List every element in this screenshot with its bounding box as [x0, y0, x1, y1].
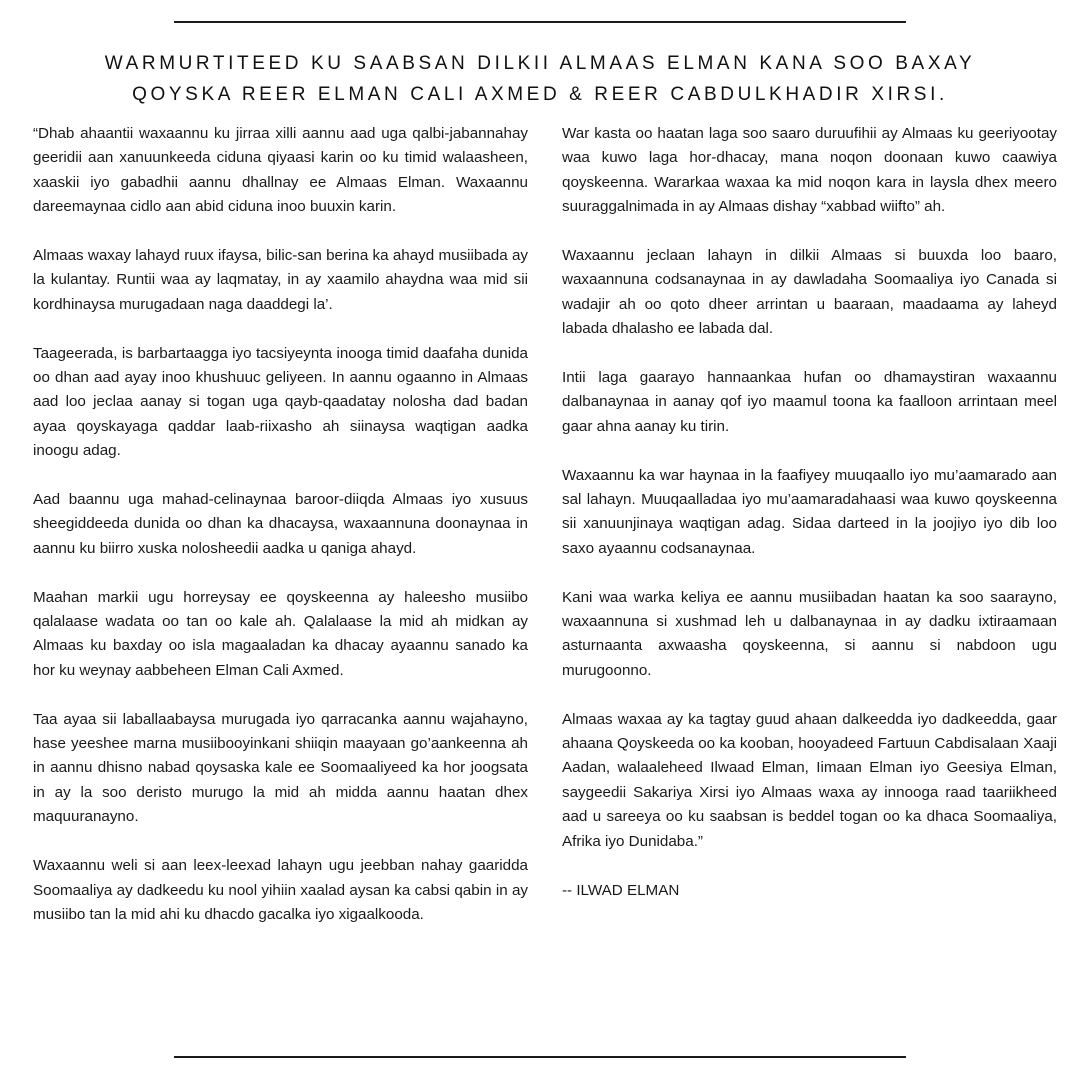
paragraph: Taa ayaa sii laballaabaysa murugada iyo qarracanka aannu wajahayno, hase yeeshee marna musiibooyinkani shiiqin maayaan go’aankeenna ah in aannu dhisno nabad qoysaska kale ee Soomaaliyeed ka hor joogsata in ay la soo deristo murugo la mid ah midda aannu haatan dhex maquuranayno.	[33, 710, 528, 826]
paragraph: Taageerada, is barbartaagga iyo tacsiyeynta inooga timid daafaha dunida oo dhan aad ayay inoo khushuuc geliyeen. In aannu ogaanno in Almaas aad loo jeclaa aanay si togan uga qayb-qaadatay nolosha dad badan ayaa qoyskayaga qaddar laab-riixasho ah siinaysa waqtigan aadka inoogu adag.	[33, 344, 528, 460]
paragraph: Kani waa warka keliya ee aannu musiibadan haatan ka soo saarayno, waxaannuna si xushmad leh u dalbanaynaa in ay dadku ixtiraamaan asturnaanta axwaasha qoyskeenna, si aannu si nabdoon ugu murugoonno.	[562, 588, 1057, 679]
paragraph: Waxaannu ka war haynaa in la faafiyey muuqaallo iyo mu’aamarado aan sal lahayn. Muuqaalladaa iyo mu’aamaradahaasi waa kuwo qoyskeenna sii xanuunjinaya waqtigan adag. Sidaa darteed in la joojiyo iyo dib loo saxo ayaannu codsanaynaa.	[562, 466, 1057, 557]
bottom-divider	[174, 1056, 906, 1058]
paragraph: Intii laga gaarayo hannaankaa hufan oo dhamaystiran waxaannu dalbanaynaa in aanay qof iyo maamul toona ka faalloon arrintaan meel gaar ahna aanay ku tirin.	[562, 369, 1057, 435]
signature: -- ILWAD ELMAN	[562, 881, 680, 899]
paragraph: Almaas waxay lahayd ruux ifaysa, bilic-san berina ka ahayd musiibada ay la kulantay. Runtii waa ay laqmatay, in ay xaamilo ahaydna waa mid sii kordhinaysa murugadaan naga daaddegi la’.	[33, 247, 528, 313]
paragraph: Waxaannu jeclaan lahayn in dilkii Almaas si buuxda loo baaro, waxaannuna codsanaynaa in ay dawladaha Soomaaliya iyo Canada si wadajir ah oo qoto dheer arrintan u baaraan, maadaama ay laheyd labada dhalasho ee labada dal.	[562, 247, 1057, 338]
paragraph: Almaas waxaa ay ka tagtay guud ahaan dalkeedda iyo dadkeedda, gaar ahaana Qoyskeeda oo ka kooban, hooyadeed Fartuun Cabdisalaan Xaaji Aadan, walaaleheed Ilwaad Elman, Iimaan Elman iyo Geesiya Elman, saygeedii Sakariya Xirsi iyo Almaas waxa ay innooga raad taariikheed aad u sareeya oo ku saabsan is beddel togan oo ka dhaca Soomaaliya, Afrika iyo Dunidaba.”	[562, 710, 1057, 850]
right-column	[562, 122, 1057, 927]
top-divider	[174, 21, 906, 23]
paragraph: “Dhab ahaantii waxaannu ku jirraa xilli aannu aad uga qalbi-jabannahay geeridii aan xanuunkeeda ciduna qiyaasi karin oo ku timid walaasheen, xaaskii iyo gabadhii aannu dhallnay ee Almaas Elman. Waxaannu dareemaynaa cidlo aan abid ciduna inoo buuxin karin.	[33, 125, 528, 216]
left-column	[33, 122, 528, 952]
paragraph: Waxaannu weli si aan leex-leexad lahayn ugu jeebban nahay gaaridda Soomaaliya ay dadkeedu ku nool yihiin xaalad aysan ka cabsi qabin in ay musiibo tan la mid ahi ku dhacdo gacalka iyo xigaalkooda.	[33, 857, 528, 923]
heading-line-1: WARMURTITEED KU SAABSAN DILKII ALMAAS ELMAN KANA SOO BAXAY	[104, 53, 976, 74]
paragraph: Maahan markii ugu horreysay ee qoyskeenna ay haleesho musiibo qalalaase wadata oo tan oo kale ah. Qalalaase la mid ah midkan ay Almaas ku baxday oo isla magaaladan ka dhacay ayaannu sanado ka hor ku weynay aabbeheen Elman Cali Axmed.	[33, 588, 528, 679]
statement-heading	[40, 48, 1040, 110]
paragraph: War kasta oo haatan laga soo saaro duruufihii ay Almaas ku geeriyootay waa kuwo laga hor-dhacay, mana noqon doonaan kuwo caawiya qoyskeenna. Wararkaa waxaa ka mid noqon kara in laysla dhex meero suuraggalnimada in ay Almaas dishay “xabbad wiifto” ah.	[562, 125, 1057, 216]
paragraph: Aad baannu uga mahad-celinaynaa baroor-diiqda Almaas iyo xusuus sheegiddeeda dunida oo dhan ka dhacaysa, waxaannuna doonaynaa in aannu ku biirro xuska nolosheedii aadka u qaniga ahayd.	[33, 491, 528, 557]
heading-line-2: QOYSKA REER ELMAN CALI AXMED & REER CABDULKHADIR XIRSI.	[132, 84, 948, 105]
